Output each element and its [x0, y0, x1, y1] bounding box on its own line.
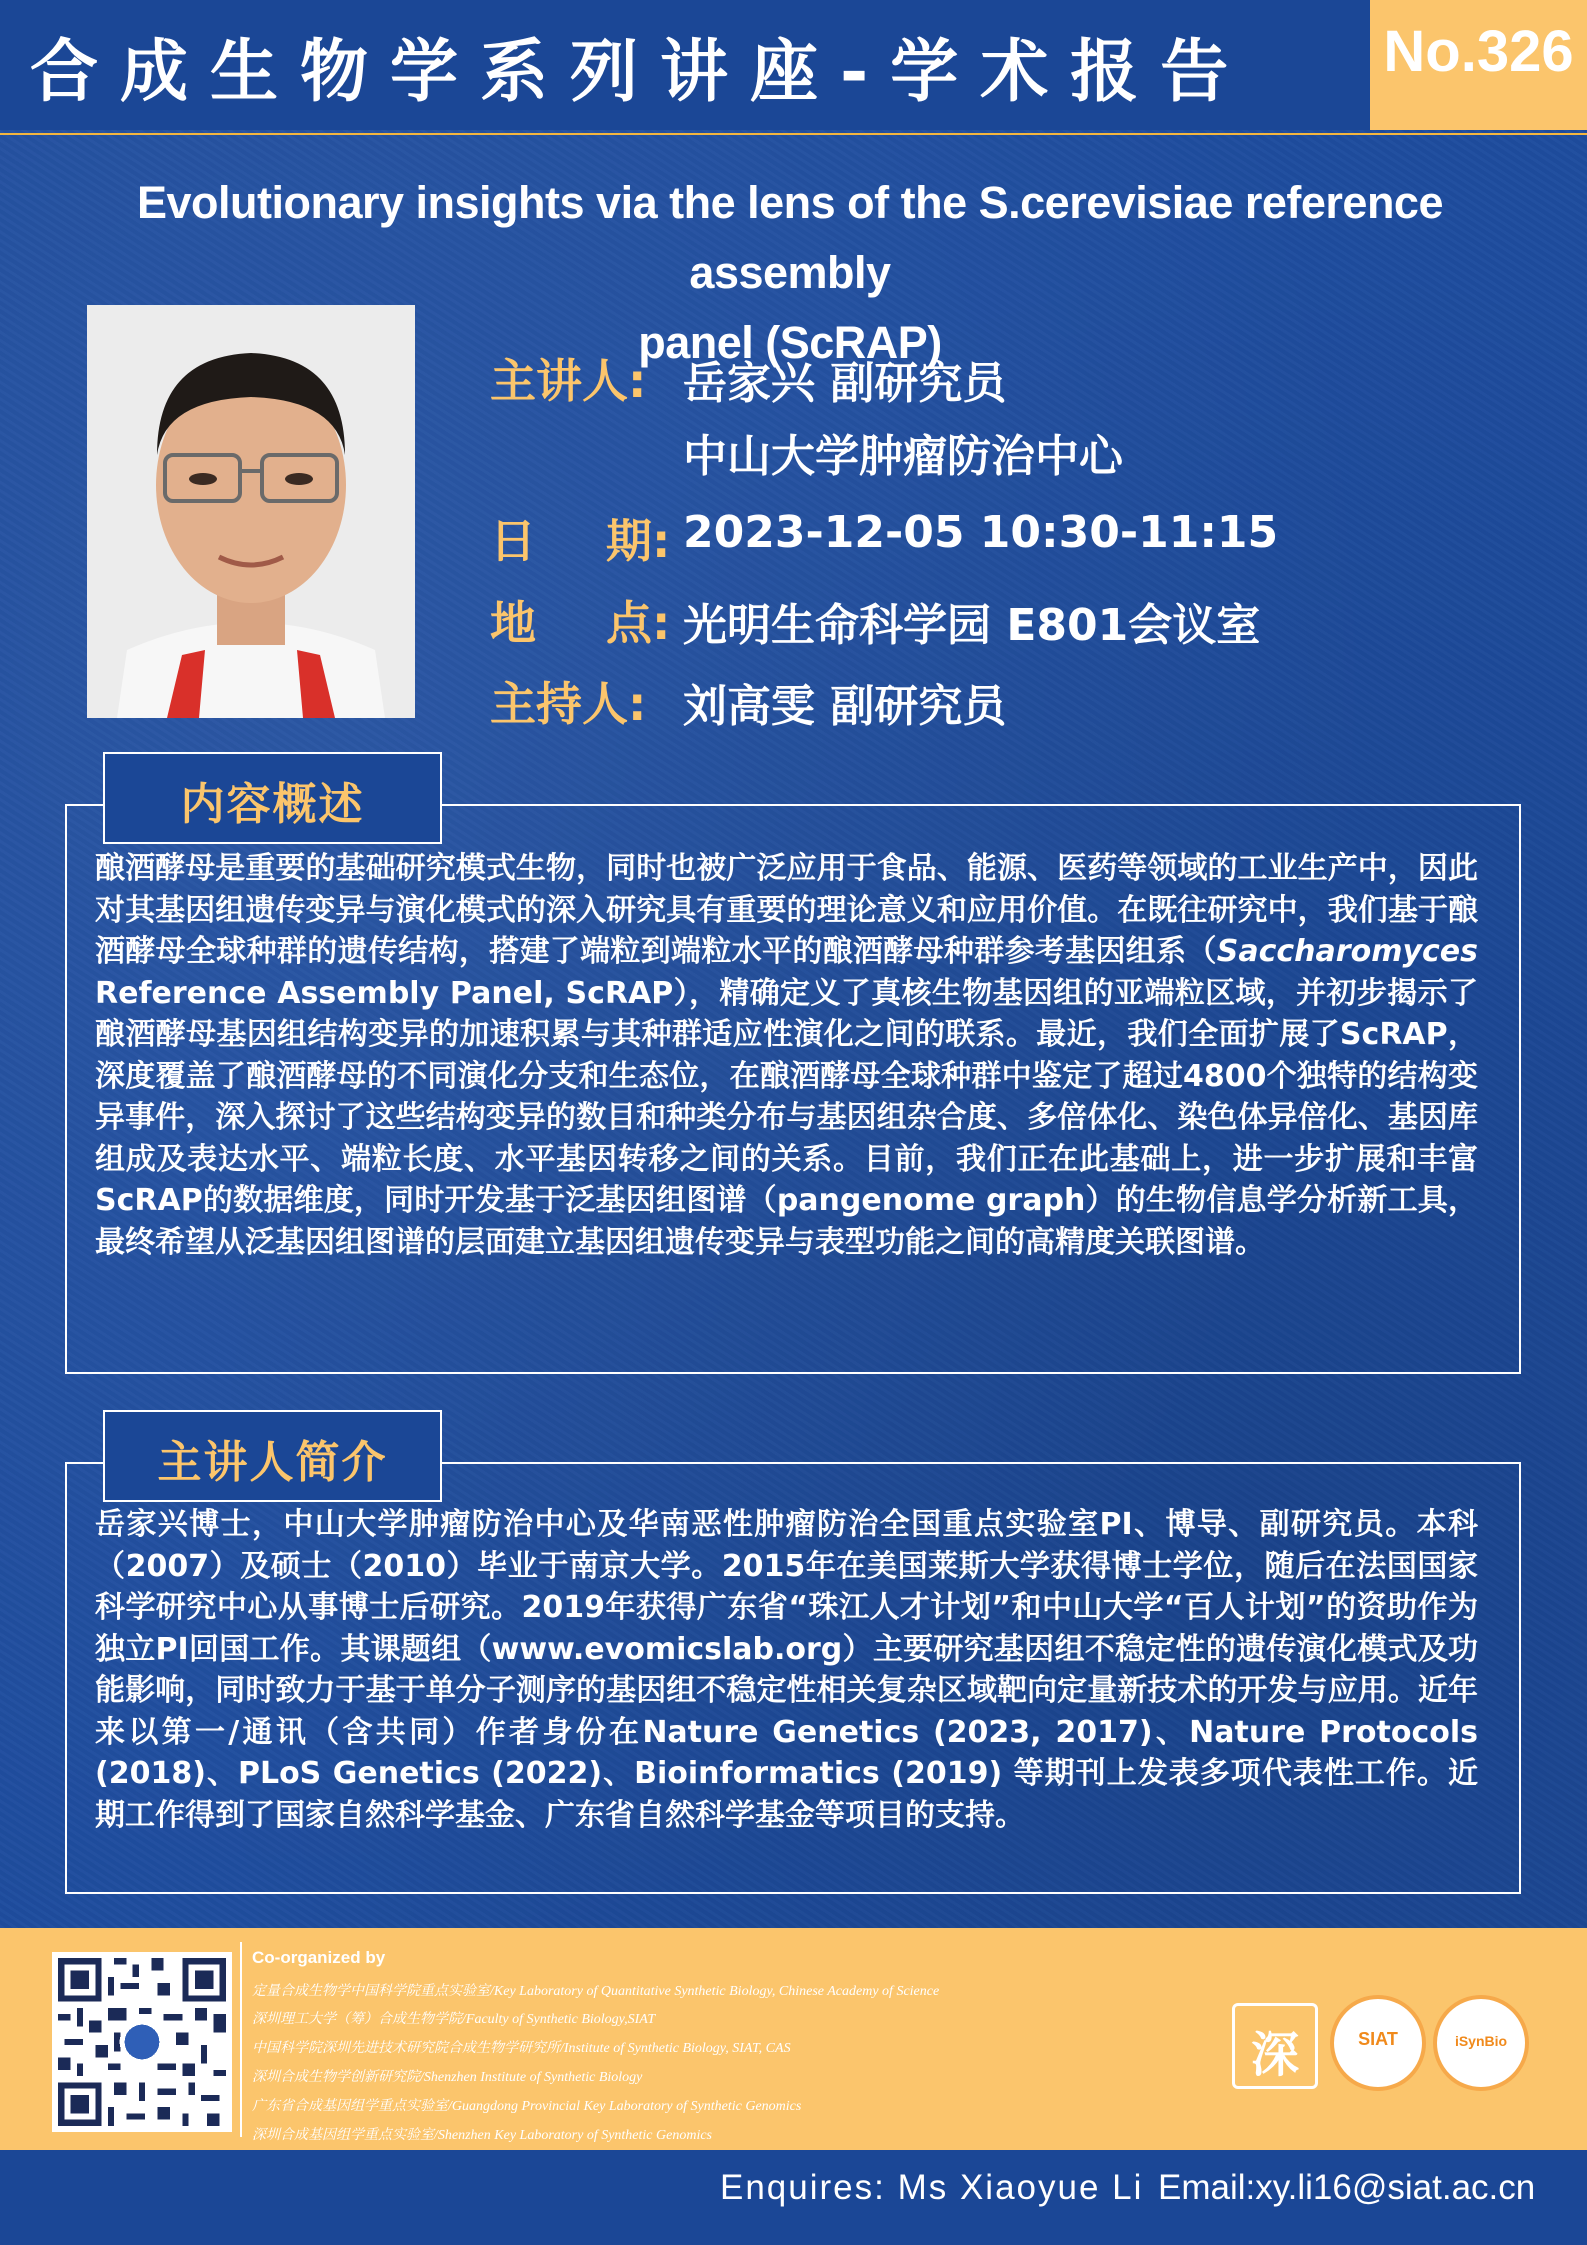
- date-label: [490, 505, 670, 571]
- series-title: 合成生物学系列讲座-学术报告: [30, 33, 1251, 112]
- speaker-label: [490, 345, 646, 411]
- organizer-3: 中国科学院深圳先进技术研究院合成生物学研究所/Institute of Synthetic Biology, SIAT, CAS: [252, 2041, 791, 2056]
- organizer-6: 深圳合成基因组学重点实验室/Shenzhen Key Laboratory of Synthetic Genomics: [252, 2128, 713, 2143]
- issue-number: No.326: [1383, 19, 1574, 84]
- venue-label-b: 点: [606, 596, 652, 650]
- organizer-2: 深圳理工大学（筹）合成生物学院/Faculty of Synthetic Biology,SIAT: [252, 2012, 656, 2027]
- speaker-label-b: 讲人: [536, 354, 628, 408]
- talk-title-line1: Evolutionary insights via the lens of the S.cerevisiae reference assembly: [136, 177, 1443, 298]
- abstract-part2: Reference Assembly Panel, ScRAP），精确定义了真核生物基因组的亚端粒区域，并初步揭示了酿酒酵母基因组结构变异的加速积累与其种群适应性演化之间的联系。最近，我们全面扩展了ScRAP，深度覆盖了酿酒酵母的不同演化分支和生态位，在酿酒酵母全球种群中鉴定了超过4800个独特的结构变异事件，深入探讨了这些结构变异的数目和种类分布与基因组杂合度、多倍体化、染色体异倍化、基因库组成及表达水平、端粒长度、水平基因转移之间的关系。目前，我们正在此基础上，进一步扩展和丰富ScRAP的数据维度，同时开发基于泛基因组图谱（pangenome graph）的生物信息学分析新工具，最终希望从泛基因组图谱的层面建立基因组遗传变异与表型功能之间的高精度关联图谱。: [95, 975, 1478, 1260]
- host-label-colon: :: [628, 677, 647, 731]
- organizer-5: 广东省合成基因组学重点实验室/Guangdong Provincial Key Laboratory of Synthetic Genomics: [252, 2099, 802, 2114]
- speaker-photo: [87, 305, 415, 718]
- bio-heading: 主讲人简介: [157, 1437, 388, 1488]
- header-band: [0, 0, 1587, 130]
- issue-badge: [1370, 0, 1587, 130]
- bio-text: [95, 1504, 1478, 1836]
- abstract-heading: 内容概述: [180, 779, 365, 830]
- siat-seal-logo: [1330, 1995, 1426, 2091]
- venue-label-a: 地: [490, 596, 536, 650]
- enquiries-contact: Enquires: Ms Xiaoyue Li: [720, 2168, 1144, 2207]
- host-label: [490, 668, 646, 734]
- header-divider: [0, 133, 1587, 135]
- footer-divider: [240, 1942, 242, 2137]
- talk-title-line2: panel (ScRAP): [638, 317, 942, 368]
- bio-paragraph: 岳家兴博士，中山大学肿瘤防治中心及华南恶性肿瘤防治全国重点实验室PI、博导、副研究员。本科（2007）及硕士（2010）毕业于南京大学。2015年在美国莱斯大学获得博士学位，随后在法国国家科学研究中心从事博士后研究。2019年获得广东省“珠江人才计划”和中山大学“百人计划”的资助作为独立PI回国工作。其课题组（www.evomicslab.org）主要研究基因组不稳定性的遗传演化模式及功能影响，同时致力于基于单分子测序的基因组不稳定性相关复杂区域靶向定量新技术的开发与应用。近年来以第一/通讯（含共同）作者身份在Nature Genetics (2023, 2017)、Nature Protocols (2018)、PLoS Genetics (2022)、Bioinformatics (2019) 等期刊上发表多项代表性工作。近期工作得到了国家自然科学基金、广东省自然科学基金等项目的支持。: [95, 1507, 1478, 1833]
- siat-seal-text: SIAT: [1358, 2029, 1398, 2049]
- shenli-logo: [1232, 2003, 1318, 2089]
- venue-label: [490, 587, 670, 653]
- date-label-a: 日: [490, 514, 536, 568]
- shenli-logo-text: 深: [1250, 2027, 1299, 2083]
- isynbio-seal-text: iSynBio: [1454, 2033, 1508, 2049]
- coorganized-heading: Co-organized by: [252, 1948, 386, 1967]
- isynbio-seal-logo: [1433, 1995, 1529, 2091]
- venue-value: 光明生命科学园 E801会议室: [683, 600, 1261, 651]
- organizer-1: 定量合成生物学中国科学院重点实验室/Key Laboratory of Quantitative Synthetic Biology, Chinese Academy of Science: [252, 1984, 940, 1999]
- host-label-a: 主: [490, 677, 536, 731]
- abstract-part1: 酿酒酵母是重要的基础研究模式生物，同时也被广泛应用于食品、能源、医药等领域的工业生产中，因此对其基因组遗传变异与演化模式的深入研究具有重要的理论意义和应用价值。在既往研究中，我们基于酿酒酵母全球种群的遗传结构，搭建了端粒到端粒水平的酿酒酵母种群参考基因组系（: [95, 851, 1478, 969]
- qr-code[interactable]: [52, 1952, 232, 2132]
- bio-heading-tab: [103, 1410, 442, 1502]
- speaker-label-colon: :: [628, 354, 647, 408]
- host-label-b: 持人: [536, 677, 628, 731]
- speaker-affiliation: 中山大学肿瘤防治中心: [683, 431, 1123, 482]
- venue-label-colon: :: [652, 596, 671, 650]
- abstract-heading-tab: [103, 752, 442, 844]
- date-label-b: 期: [606, 514, 652, 568]
- speaker-label-a: 主: [490, 354, 536, 408]
- abstract-italic-term: Saccharomyces: [1216, 934, 1478, 969]
- abstract-text: [95, 848, 1478, 1263]
- host-value: 刘高雯 副研究员: [683, 681, 1007, 732]
- date-label-colon: :: [652, 514, 671, 568]
- email-contact[interactable]: Email:xy.li16@siat.ac.cn: [1158, 2168, 1536, 2207]
- organizer-4: 深圳合成生物学创新研究院/Shenzhen Institute of Synthetic Biology: [252, 2070, 643, 2085]
- speaker-name: 岳家兴 副研究员: [683, 358, 1007, 409]
- date-value: 2023-12-05 10:30-11:15: [683, 507, 1279, 558]
